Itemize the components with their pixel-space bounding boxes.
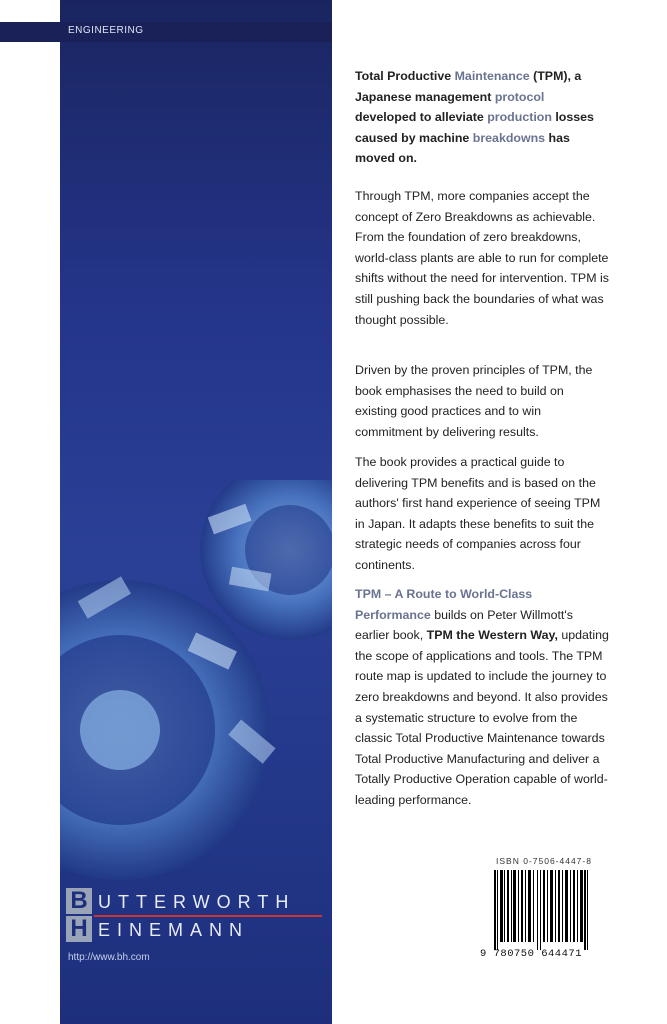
logo-word-heinemann: EINEMANN: [98, 920, 250, 940]
body-paragraph-3: The book provides a practical guide to delivering TPM benefits and is based on the authors' first hand experience of seeing TPM in Japan. It adapts these benefits to suit the strategic needs of companies across four continents.: [355, 455, 601, 572]
earlier-book-title: TPM the Western Way,: [426, 628, 558, 643]
isbn-text: ISBN 0-7506-4447-8: [496, 856, 592, 866]
logo-initial-b: B: [66, 888, 92, 914]
logo-word-butterworth: UTTERWORTH: [98, 892, 296, 912]
book-title-part2: Performance: [355, 607, 431, 622]
body-paragraph-1: Through TPM, more companies accept the concept of Zero Breakdowns as achievable. From the foundation of zero breakdowns, world-class plants are able to run for complete shifts without the need for intervention. TPM is still pushing back the boundaries of what was thought possible.: [355, 189, 609, 327]
logo-initial-h: H: [66, 916, 92, 942]
barcode-digits: 9 780750 644471: [480, 948, 583, 960]
category-label: ENGINEERING: [68, 25, 144, 36]
cover-image-panel: [60, 0, 332, 1024]
small-gear: [200, 480, 332, 640]
intro-paragraph: Total Productive Maintenance (TPM), a Japanese management protocol developed to alleviate production losses caused by machine breakdowns has moved on.: [355, 69, 594, 166]
logo-divider: [94, 915, 322, 917]
category-band: [0, 22, 332, 42]
publisher-logo: [66, 888, 326, 944]
book-title-part1: TPM – A Route to World-Class: [355, 587, 533, 601]
isbn-block: [480, 856, 610, 960]
barcode: [480, 870, 610, 950]
gear-illustration: [60, 480, 332, 900]
closing-paragraph: TPM – A Route to World-Class Performance builds on Peter Willmott's earlier book, TPM the Western Way, updating the scope of applications and tools. The TPM route map is updated to include the journey to zero breakdowns and beyond. It also provides a systematic structure to evolve from the classic Total Productive Maintenance towards Total Productive Manufacturing and deliver a Totally Productive Operation capable of world-leading performance.: [355, 587, 609, 807]
body-paragraph-2: Driven by the proven principles of TPM, the book emphasises the need to build on existing good practices and to win commitment by delivering results.: [355, 363, 593, 439]
publisher-website: http://www.bh.com: [68, 952, 150, 963]
